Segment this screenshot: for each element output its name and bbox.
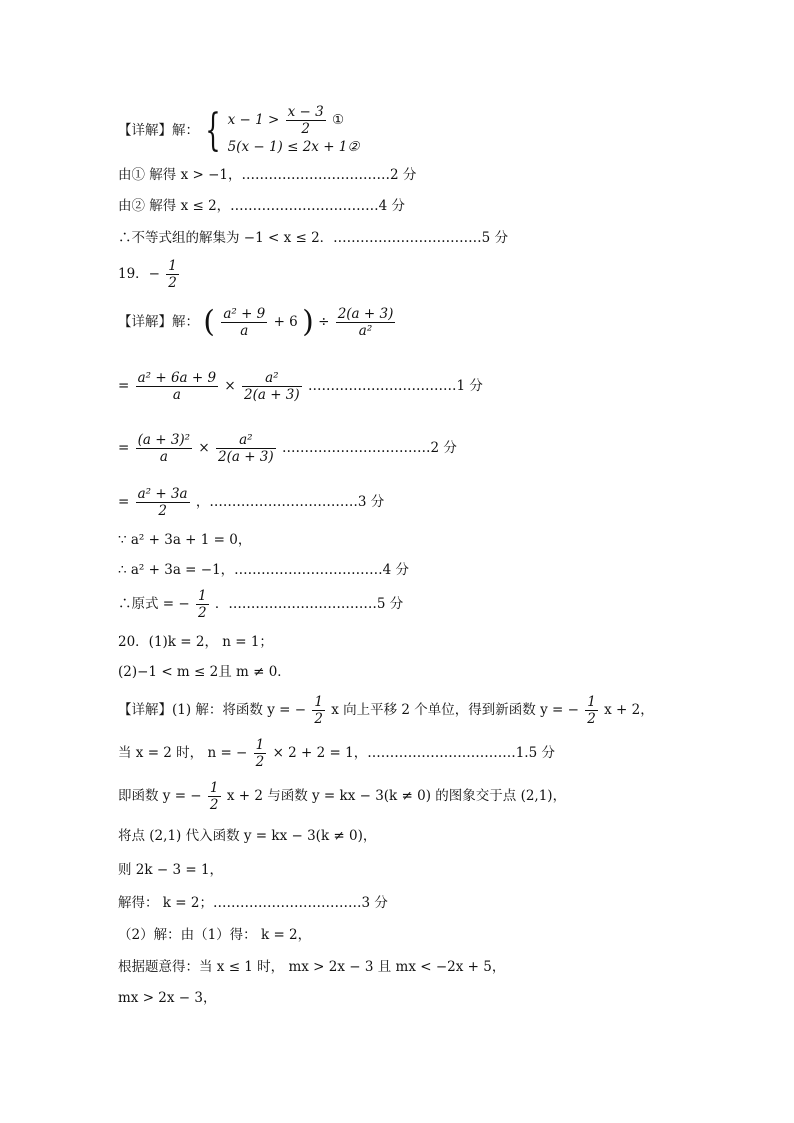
equals-sign: = xyxy=(118,378,130,394)
text-part: × 2 + 2 = 1，……………………………1.5 分 xyxy=(272,745,555,761)
detail-label: 【详解】解： xyxy=(118,122,199,139)
inequality-system xyxy=(228,104,360,157)
q20-detail-1 xyxy=(118,694,654,727)
given-condition: ∵ a² + 3a + 1 = 0， xyxy=(118,532,252,548)
step2-fraction-1 xyxy=(136,432,192,465)
q19-expression xyxy=(118,306,397,339)
score-note: ……………………………1 分 xyxy=(307,378,483,394)
q20-part2-start: （2）解：由（1）得： k = 2， xyxy=(118,927,312,943)
slope-fraction-1 xyxy=(312,694,325,727)
inequality-system-line xyxy=(118,104,360,157)
fraction-denominator: a xyxy=(240,323,249,339)
result-fraction xyxy=(196,588,209,621)
divide-sign: ÷ xyxy=(318,314,330,330)
text-part: x + 2 与函数 y = kx − 3(k ≠ 0) 的图象交于点 (2,1)， xyxy=(226,788,567,804)
equals-sign: = xyxy=(118,494,130,510)
q20-detail-5: 则 2k − 3 = 1， xyxy=(118,862,224,878)
expr-fraction-1 xyxy=(221,306,267,339)
fraction-numerator: a² + 6a + 9 xyxy=(137,370,217,386)
fraction-numerator: 1 xyxy=(209,780,219,796)
fraction-denominator: 2 xyxy=(314,711,323,727)
fraction-denominator: 2 xyxy=(209,797,219,813)
inequality-1 xyxy=(228,104,360,137)
equals-sign: = xyxy=(118,440,130,456)
q19-fraction xyxy=(166,258,179,291)
text-part: 【详解】(1) 解：将函数 y = − xyxy=(118,702,307,718)
fraction-denominator: 2 xyxy=(198,605,207,621)
inequality-2: 5(x − 1) ≤ 2x + 1② xyxy=(227,139,360,155)
solution-step-1: 由① 解得 x > −1，……………………………2 分 xyxy=(118,167,417,183)
fraction-numerator: a² + 9 xyxy=(223,306,266,322)
step1-fraction-1 xyxy=(136,370,218,403)
fraction-numerator: 1 xyxy=(168,258,177,274)
q19-result xyxy=(118,588,403,621)
inequality-1-fraction xyxy=(286,104,326,137)
text-part: 即函数 y = − xyxy=(118,788,202,804)
fraction-denominator: 2 xyxy=(255,754,265,770)
right-paren: ) xyxy=(302,304,314,340)
score-note: ……………………………2 分 xyxy=(281,440,457,456)
fraction-numerator: (a + 3)² xyxy=(137,432,191,448)
text-part: 当 x = 2 时， n = − xyxy=(118,745,248,761)
q20-detail-4: 将点 (2,1) 代入函数 y = kx − 3(k ≠ 0)， xyxy=(118,828,377,844)
fraction-numerator: 1 xyxy=(198,588,207,604)
fraction-denominator: 2 xyxy=(168,275,177,291)
text-part: x 向上平移 2 个单位，得到新函数 y = − xyxy=(331,702,579,718)
text-part: x + 2， xyxy=(604,702,654,718)
fraction-denominator: 2 xyxy=(158,503,167,519)
q20-part2-condition: 根据题意得：当 x ≤ 1 时， mx > 2x − 3 且 mx < −2x + 5， xyxy=(118,959,506,975)
slope-fraction xyxy=(208,780,221,813)
left-paren: ( xyxy=(203,304,216,340)
fraction-numerator: 1 xyxy=(314,694,323,710)
solution-step-2: 由② 解得 x ≤ 2，……………………………4 分 xyxy=(118,198,406,214)
fraction-numerator: a² xyxy=(242,370,302,387)
fraction-denominator: 2(a + 3) xyxy=(218,449,274,465)
fraction-numerator: 1 xyxy=(587,694,596,710)
fraction-denominator: 2(a + 3) xyxy=(244,387,300,403)
fraction-numerator: x − 3 xyxy=(287,104,324,120)
inequality-1-left: x − 1 > xyxy=(227,112,280,128)
times-sign: × xyxy=(198,440,210,456)
q19-step-3 xyxy=(118,486,384,519)
derived-condition: ∴ a² + 3a = −1，……………………………4 分 xyxy=(118,562,410,578)
q19-answer xyxy=(118,258,181,291)
fraction-denominator: a xyxy=(159,449,168,465)
q20-part2-inequality: mx > 2x − 3， xyxy=(118,990,217,1006)
step1-fraction-2 xyxy=(242,370,302,403)
q19-step-1 xyxy=(118,370,483,403)
slope-fraction xyxy=(254,737,267,770)
fraction-numerator: a² xyxy=(216,432,276,449)
fraction-denominator: a² xyxy=(358,323,373,339)
fraction-denominator: 2 xyxy=(587,711,596,727)
q20-answer-1: 20．(1)k = 2， n = 1； xyxy=(118,634,273,650)
times-sign: × xyxy=(224,378,236,394)
expr-fraction-2 xyxy=(336,306,396,339)
q19-step-2 xyxy=(118,432,457,465)
q19-prefix: 19．− xyxy=(118,266,160,282)
detail-label: 【详解】解： xyxy=(118,314,199,330)
q20-detail-6: 解得： k = 2；……………………………3 分 xyxy=(118,895,388,911)
plus-six: + 6 xyxy=(273,314,298,330)
score-note: ，……………………………3 分 xyxy=(195,494,385,510)
solution-set: ∴不等式组的解集为 −1 < x ≤ 2．……………………………5 分 xyxy=(118,230,509,246)
brace-symbol: { xyxy=(205,104,221,156)
fraction-numerator: 2(a + 3) xyxy=(337,306,394,322)
q20-detail-3 xyxy=(118,780,566,813)
fraction-numerator: 1 xyxy=(255,737,265,753)
q20-answer-2: (2)−1 < m ≤ 2且 m ≠ 0． xyxy=(118,664,291,680)
step3-fraction xyxy=(136,486,190,519)
fraction-denominator: 2 xyxy=(301,121,310,137)
q20-detail-2 xyxy=(118,737,555,770)
step2-fraction-2 xyxy=(216,432,276,465)
fraction-numerator: a² + 3a xyxy=(137,486,188,502)
fraction-denominator: a xyxy=(172,387,181,403)
score-note: ．……………………………5 分 xyxy=(214,596,404,612)
slope-fraction-2 xyxy=(585,694,598,727)
circle-one-marker: ① xyxy=(332,112,345,128)
result-prefix: ∴原式 = − xyxy=(118,596,190,612)
